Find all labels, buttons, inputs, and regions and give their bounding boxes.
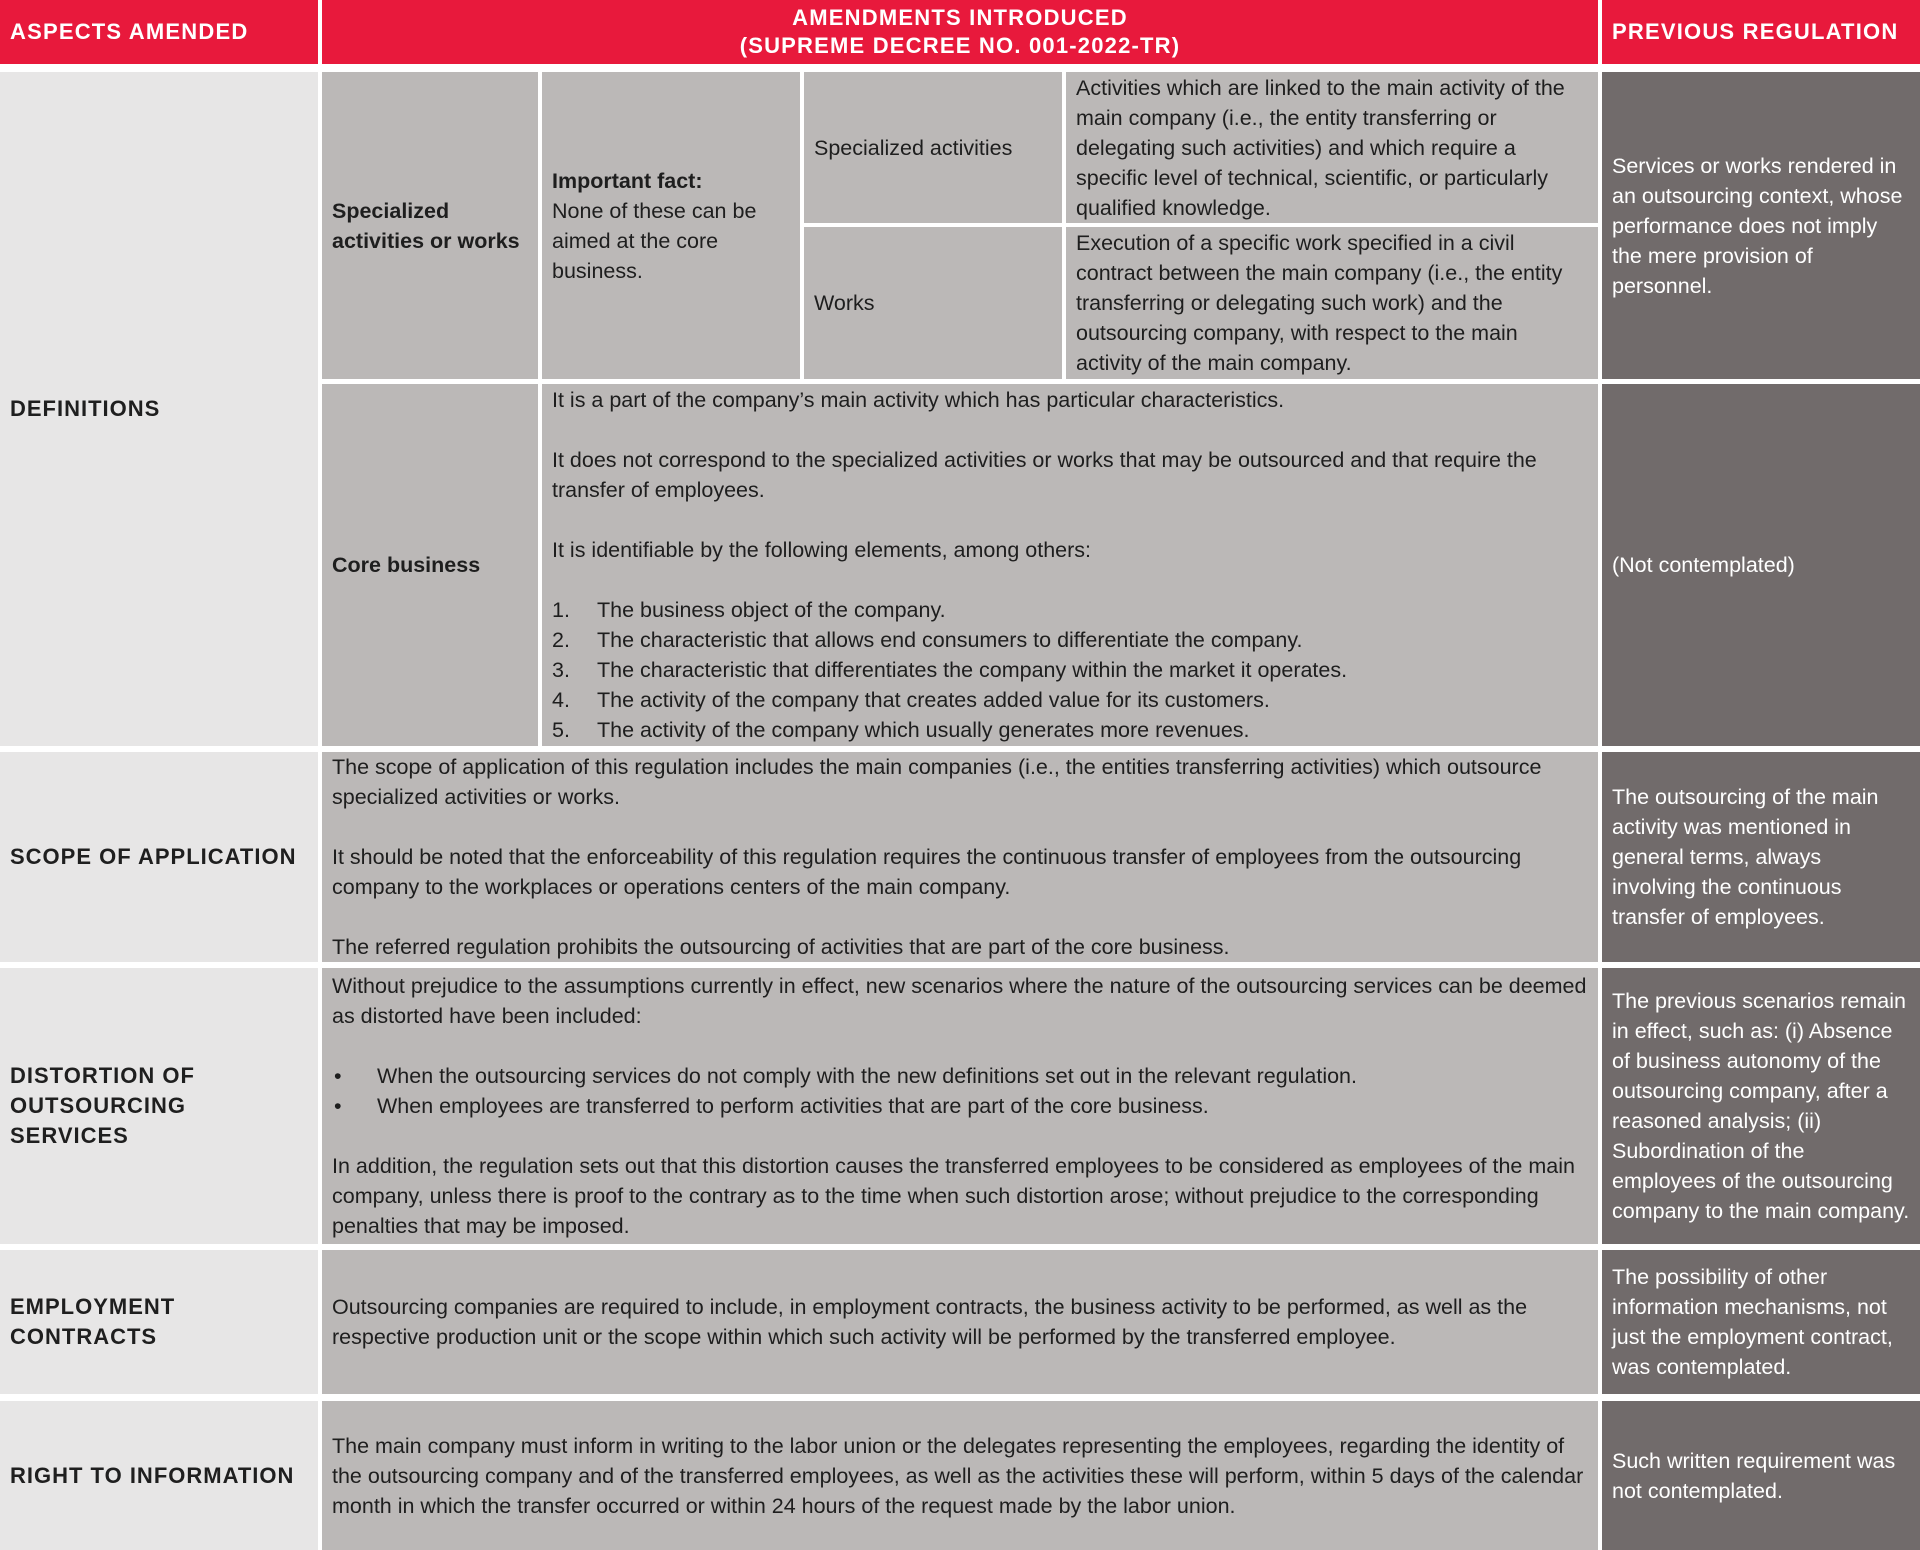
previous-core-business: (Not contemplated) <box>1602 384 1920 746</box>
header-aspects-label: ASPECTS AMENDED <box>10 19 249 44</box>
header-previous-label: PREVIOUS REGULATION <box>1612 19 1899 44</box>
list-item: • When the outsourcing services do not comply with the new definitions set out in the relevant regulation. <box>334 1064 1357 1088</box>
list-item: 4. The activity of the company that creates added value for its customers. <box>552 688 1270 712</box>
scope-of-application-amendment <box>322 752 1598 962</box>
header-amendments-line2: (SUPREME DECREE NO. 001-2022-TR) <box>739 33 1181 58</box>
previous-distortion: The previous scenarios remain in effect, such as: (i) Absence of business autonomy of the outsourcing company, after a reasoned analysis; (ii) Subordination of the employees of the outsourcing company to the main company. <box>1602 968 1920 1244</box>
specialized-activities-sublabel: Specialized activities <box>804 72 1062 223</box>
distortion-paragraph: Without prejudice to the assumptions currently in effect, new scenarios where the nature of the outsourcing services can be deemed as distorted have been included: <box>332 974 1587 1028</box>
list-item: 2. The characteristic that allows end consumers to differentiate the company. <box>552 628 1303 652</box>
previous-specialized-activities: Services or works rendered in an outsourcing context, whose performance does not imply the mere provision of personnel. <box>1602 72 1920 379</box>
list-item: 5. The activity of the company which usually generates more revenues. <box>552 718 1250 742</box>
works-definition: Execution of a specific work specified in a civil contract between the main company (i.e., the entity transferring or delegating such work) and the outsourcing company, with respect to the main activity of the main company. <box>1066 227 1598 379</box>
distortion-amendment <box>322 968 1598 1244</box>
important-fact-cell <box>542 72 800 379</box>
core-business-description <box>542 384 1598 746</box>
list-item: 3. The characteristic that differentiates the company within the market it operates. <box>552 658 1348 682</box>
header-amendments-introduced <box>322 0 1598 64</box>
list-item: 1. The business object of the company. <box>552 598 946 622</box>
works-sublabel: Works <box>804 227 1062 379</box>
right-to-information-amendment: The main company must inform in writing to the labor union or the delegates representing the employees, regarding the identity of the outsourcing company and of the transferred employees, as well as the activities these will perform, within 5 days of the calendar month in which the transfer occurred or within 24 hours of the request made by the labor union. <box>322 1401 1598 1550</box>
previous-scope-of-application: The outsourcing of the main activity was mentioned in general terms, always involving the continuous transfer of employees. <box>1602 752 1920 962</box>
distortion-scenarios-list <box>332 1061 1588 1121</box>
core-business-elements-list <box>552 595 1588 745</box>
definitions-label: DEFINITIONS <box>10 396 161 421</box>
row-label-distortion: DISTORTION OF OUTSOURCING SERVICES <box>0 968 318 1244</box>
header-previous-regulation <box>1602 0 1920 64</box>
row-label-scope-of-application: SCOPE OF APPLICATION <box>0 752 318 962</box>
distortion-paragraph: In addition, the regulation sets out that this distortion causes the transferred employees to be considered as employees of the main company, unless there is proof to the contrary as to the time when such distortion arose; without prejudice to the corresponding penalties that may be imposed. <box>332 1154 1575 1238</box>
scope-paragraph: It should be noted that the enforceability of this regulation requires the continuous transfer of employees from the outsourcing company to the workplaces or operations centers of the main company. <box>332 845 1522 899</box>
important-fact-title: Important fact: <box>552 168 703 193</box>
employment-contracts-amendment: Outsourcing companies are required to include, in employment contracts, the business activity to be performed, as well as the respective production unit or the scope within which such activity will be performed by the transferred employee. <box>322 1250 1598 1394</box>
list-item: • When employees are transferred to perform activities that are part of the core business. <box>334 1094 1209 1118</box>
header-amendments-line1: AMENDMENTS INTRODUCED <box>792 5 1128 30</box>
core-business-paragraph: It does not correspond to the specialized activities or works that may be outsourced and that require the transfer of employees. <box>552 448 1537 502</box>
specialized-activities-or-works-label: Specialized activities or works <box>322 72 538 379</box>
row-label-definitions <box>0 72 318 746</box>
specialized-activities-definition: Activities which are linked to the main activity of the main company (i.e., the entity transferring or delegating such activities) and which require a specific level of technical, scientific, or particularly qualified knowledge. <box>1066 72 1598 223</box>
header-aspects-amended <box>0 0 318 64</box>
row-label-right-to-information: RIGHT TO INFORMATION <box>0 1401 318 1550</box>
core-business-paragraph: It is identifiable by the following elements, among others: <box>552 538 1091 562</box>
row-label-employment-contracts: EMPLOYMENT CONTRACTS <box>0 1250 318 1394</box>
scope-paragraph: The scope of application of this regulation includes the main companies (i.e., the entities transferring activities) which outsource specialized activities or works. <box>332 755 1542 809</box>
important-fact-text: None of these can be aimed at the core business. <box>552 198 757 283</box>
previous-right-to-information: Such written requirement was not contemplated. <box>1602 1401 1920 1550</box>
core-business-paragraph: It is a part of the company’s main activity which has particular characteristics. <box>552 388 1285 412</box>
scope-paragraph: The referred regulation prohibits the outsourcing of activities that are part of the core business. <box>332 935 1230 959</box>
previous-employment-contracts: The possibility of other information mechanisms, not just the employment contract, was contemplated. <box>1602 1250 1920 1394</box>
core-business-label: Core business <box>322 384 538 746</box>
